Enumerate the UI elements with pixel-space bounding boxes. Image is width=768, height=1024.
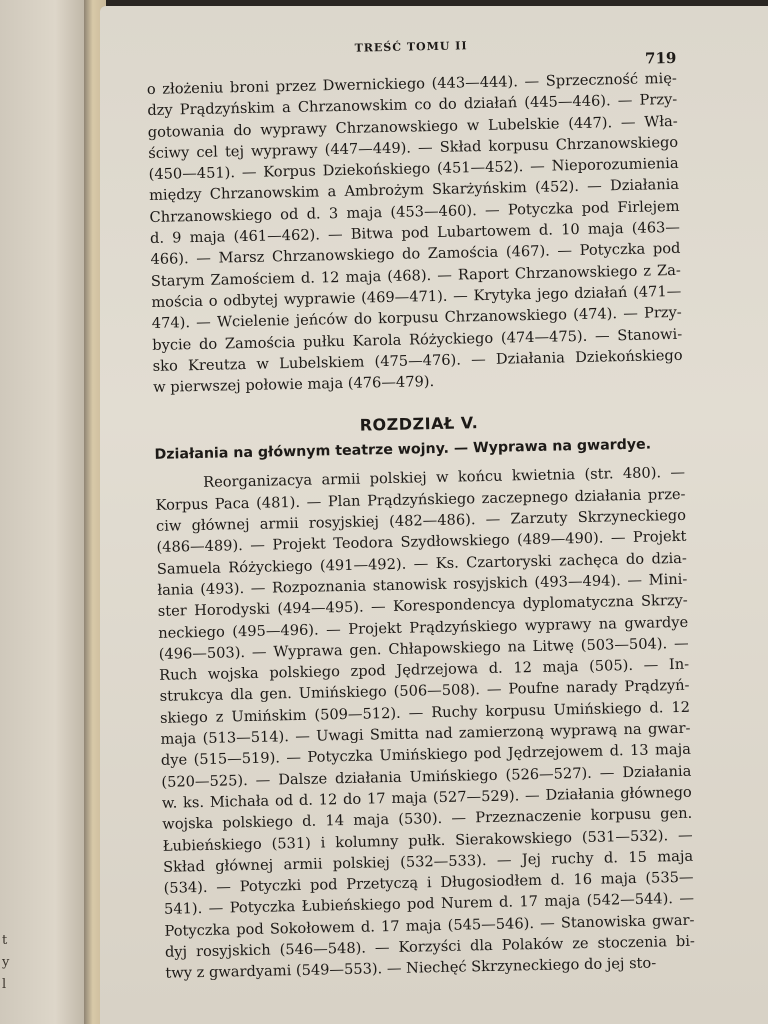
contents-paragraph-previous [147, 68, 684, 398]
text-line: Ruch wojska polskiego zpod Jędrzejowa d. 12 maja (505). — In- [159, 655, 690, 684]
text-line: sko Kreutza w Lubelskiem (475—476). — Działania Dziekońskiego [152, 346, 683, 375]
text-line: między Chrzanowskim a Ambrożym Skarżyńskim (452). — Działania [148, 176, 680, 205]
text-line: skiego z Umińskim (509—512). — Ruchy korpusu Umińskiego d. 12 [159, 698, 691, 727]
text-line: Potyczka pod Sokołowem d. 17 maja (545—546). — Stanowiska gwar- [164, 911, 695, 940]
text-line: (496—503). — Wyprawa gen. Chłapowskiego na Litwę (503—504). — [158, 634, 689, 663]
text-line: dyj rosyjskich (546—548). — Korzyści dla Polaków ze stoczenia bi- [164, 932, 696, 961]
text-line: strukcya dla gen. Umińskiego (506—508). — Poufne narady Prądzyń- [159, 677, 690, 706]
text-line: Samuela Różyckiego (491—492). — Ks. Czartoryski zachęca do dzia- [156, 549, 688, 578]
text-line: Łubieńskiego (531) i kolumny pułk. Sierakowskiego (531—532). — [162, 826, 693, 855]
text-line: (534). — Potyczki pod Przetyczą i Długosiodłem d. 16 maja (535— [163, 868, 694, 897]
text-line: d. 9 maja (461—462). — Bitwa pod Lubartowem d. 10 maja (463— [149, 218, 681, 248]
left-page [0, 0, 92, 1024]
text-line: 466). — Marsz Chrzanowskiego do Zamościa (467). — Potyczka pod [150, 240, 681, 269]
text-line: Skład głównej armii polskiej (532—533). — Jej ruchy d. 15 maja [163, 847, 694, 876]
text-line: o złożeniu broni przez Dwernickiego (443—444). — Sprzeczność mię- [146, 69, 677, 98]
text-line: Reorganizacya armii polskiej w końcu kwietnia (str. 480). — [202, 464, 686, 492]
text-line: Chrzanowskiego od d. 3 maja (453—460). — Potyczka pod Firlejem [149, 197, 680, 226]
text-line: ster Horodyski (494—495). — Korespondencya dyplomatyczna Skrzy- [157, 592, 688, 621]
text-line: w. ks. Michała od d. 12 do 17 maja (527—529). — Działania głównego [161, 783, 692, 812]
text-line: bycie do Zamościa pułku Karola Różyckiego (474—475). — Stanowi- [152, 325, 683, 354]
page-content [146, 35, 696, 984]
text-line: łania (493). — Rozpoznania stanowisk rosyjskich (493—494). — Mini- [157, 570, 688, 599]
text-line: neckiego (495—496). — Projekt Prądzyńskiego wyprawy na gwardye [158, 613, 689, 642]
running-head: TREŚĆ TOMU II [354, 39, 468, 55]
chapter-title: ROZDZIAŁ V. [359, 413, 479, 436]
text-line: (520—525). — Dalsze działania Umińskiego (526—527). — Działania [161, 762, 692, 791]
text-line: gotowania do wyprawy Chrzanowskiego w Lubelskie (447). — Wła- [147, 112, 678, 141]
text-line: mościa o odbytej wyprawie (469—471). — Krytyka jego działań (471— [151, 282, 682, 311]
left-margin-fragment [2, 930, 16, 996]
left-margin-char: l [2, 977, 7, 992]
text-line: dye (515—519). — Potyczka Umińskiego pod Jędrzejowem d. 13 maja [160, 741, 692, 770]
left-margin-char: y [2, 955, 10, 970]
text-line: twy z gwardyami (549—553). — Niechęć Skrzyneckiego do jej sto- [165, 954, 657, 983]
text-line: dzy Prądzyńskim a Chrzanowskim co do działań (445—446). — Przy- [147, 91, 678, 120]
page-number: 719 [644, 48, 677, 68]
text-line: wojska polskiego d. 14 maja (530). — Przeznaczenie korpusu gen. [162, 804, 693, 834]
text-line: Korpus Paca (481). — Plan Prądzyńskiego zaczepnego działania prze- [155, 485, 686, 514]
text-line: 541). — Potyczka Łubieńskiego pod Nurem d. 17 maja (542—544). — [163, 890, 695, 919]
text-line: (450—451). — Korpus Dziekońskiego (451—452). — Nieporozumienia [148, 155, 679, 184]
text-line: ciw głównej armii rosyjskiej (482—486). — Zarzuty Skrzyneckiego [155, 506, 687, 535]
text-line: ściwy cel tej wyprawy (447—449). — Skład korpusu Chrzanowskiego [148, 133, 679, 162]
text-line: (486—489). — Projekt Teodora Szydłowskiego (489—490). — Projekt [156, 528, 687, 557]
text-line: maja (513—514). — Uwagi Smitta nad zamierzoną wyprawą na gwar- [160, 719, 691, 748]
text-line: w pierwszej połowie maja (476—479). [152, 373, 435, 397]
left-margin-char: t [2, 933, 8, 948]
chapter-subtitle: Działania na głównym teatrze wojny. — Wyprawa na gwardye. [154, 436, 652, 464]
text-line: Starym Zamościem d. 12 maja (468). — Raport Chrzanowskiego z Za- [150, 261, 681, 290]
text-line: 474). — Wcielenie jeńców do korpusu Chrzanowskiego (474). — Przy- [151, 304, 682, 333]
contents-paragraph-chapter [155, 462, 696, 984]
